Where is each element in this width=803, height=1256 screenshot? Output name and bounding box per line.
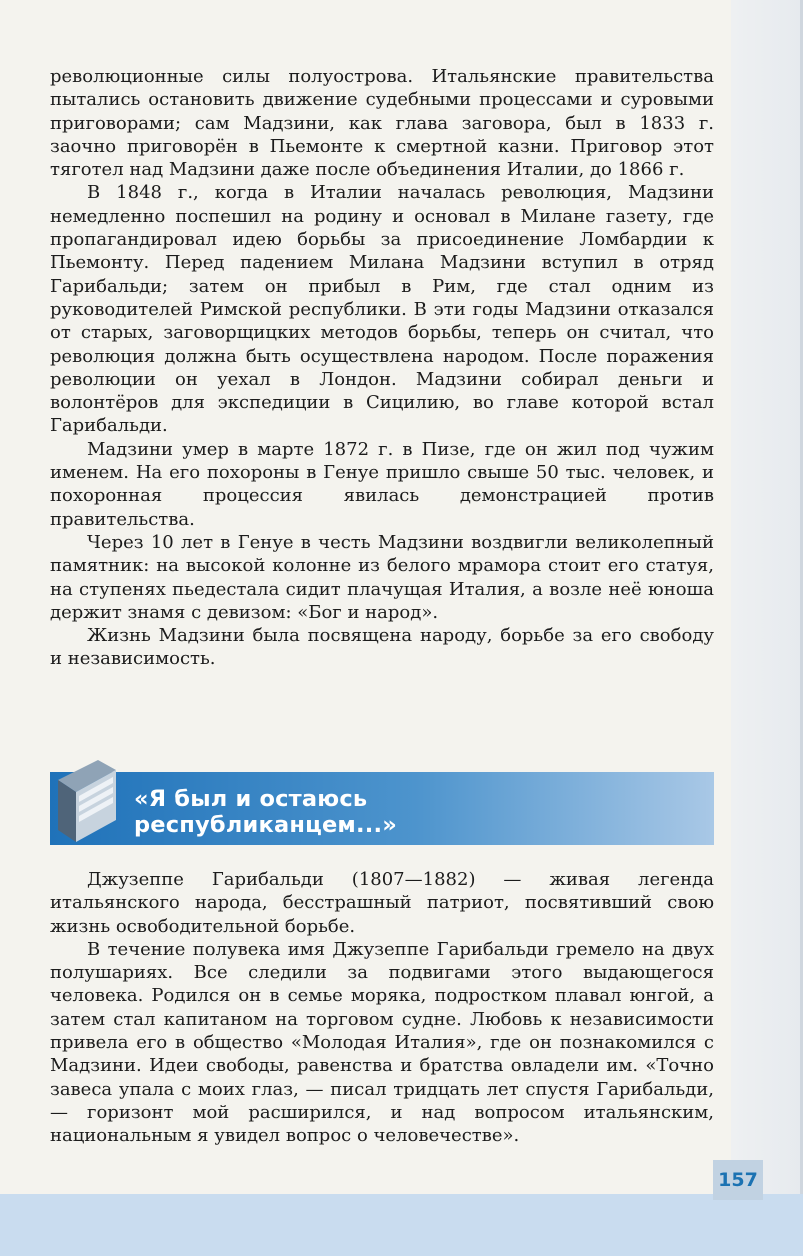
page-number: 157	[713, 1160, 763, 1200]
section-garibaldi-text	[50, 868, 714, 1148]
book-icon	[52, 754, 120, 846]
section-mazzini-text	[50, 65, 714, 671]
section-heading	[50, 772, 714, 845]
paragraph: революционные силы полуострова. Итальянские правительства пытались остановить движение судебными процессами и суровыми приговорами; сам Мадзини, как глава заговора, был в 1833 г. заочно приговорён в Пьемонте к смертной казни. Приговор этот тяготел над Мадзини даже после объединения Италии, до 1866 г.	[50, 66, 714, 181]
paragraph: Жизнь Мадзини была посвящена народу, борьбе за его свободу и независимость.	[50, 625, 714, 670]
page-margin-band	[731, 0, 803, 1256]
paragraph: Мадзини умер в марте 1872 г. в Пизе, где он жил под чужим именем. На его похороны в Генуе пришло свыше 50 тыс. человек, и похоронная процессия явилась демонстрацией против правительства.	[50, 438, 714, 530]
paragraph: В 1848 г., когда в Италии началась революция, Мадзини немедленно поспешил на родину и основал в Милане газету, где пропагандировал идею борьбы за присоединение Ломбардии к Пьемонту. Перед падением Милана Мадзини вступил в отряд Гарибальди; затем он прибыл в Рим, где стал одним из руководителей Римской республики. В эти годы Мадзини отказался от старых, заговорщицких методов борьбы, теперь он считал, что революция должна быть осуществлена народом. После поражения революции он уехал в Лондон. Мадзини собирал деньги и волонтёров для экспедиции в Сицилию, во главе которой встал Гарибальди.	[50, 182, 714, 437]
section-title	[134, 786, 397, 838]
page-footer-band	[0, 1194, 803, 1256]
paragraph: В течение полувека имя Джузеппе Гарибальди гремело на двух полушариях. Все следили за подвигами этого выдающегося человека. Родился он в семье моряка, подростком плавал юнгой, а затем стал капитаном на торговом судне. Любовь к независимости привела его в общество «Молодая Италия», где он познакомился с Мадзини. Идеи свободы, равенства и братства овладели им. «Точно завеса упала с моих глаз, — писал тридцать лет спустя Гарибальди, — горизонт мой расширился, и над вопросом итальянским, национальным я увидел вопрос о человечестве».	[50, 938, 714, 1147]
section-title-line: республиканцем...»	[134, 812, 397, 838]
section-title-line: «Я был и остаюсь	[134, 786, 368, 812]
paragraph: Джузеппе Гарибальди (1807—1882) — живая легенда итальянского народа, бесстрашный патриот, посвятивший свою жизнь освободительной борьбе.	[50, 869, 714, 937]
paragraph: Через 10 лет в Генуе в честь Мадзини воздвигли великолепный памятник: на высокой колонне из белого мрамора стоит его статуя, на ступенях пьедестала сидит плачущая Италия, а возле неё юноша держит знамя с девизом: «Бог и народ».	[50, 531, 714, 623]
